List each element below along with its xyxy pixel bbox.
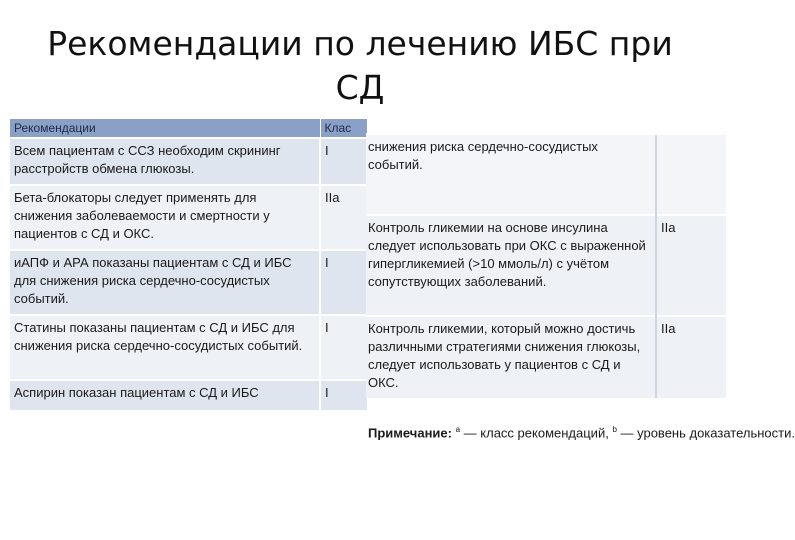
footnote-label: Примечание: xyxy=(368,425,452,441)
footnote-mark-a: а xyxy=(455,425,461,434)
header-class: Клас xyxy=(320,119,367,138)
table-row xyxy=(10,315,367,380)
page-title-line-1: Рекомендации по лечению ИБС при xyxy=(47,24,673,63)
footnote-text-b: — уровень доказательности. xyxy=(616,425,795,441)
recommendation-class: I xyxy=(320,380,367,410)
page-title-line-2: СД xyxy=(335,68,385,107)
page-title xyxy=(0,22,720,110)
recommendation-class: I xyxy=(320,250,367,315)
recommendation-class: IIa xyxy=(656,215,726,316)
table-row xyxy=(366,215,726,316)
recommendation-text: Контроль гликемии, который можно достичь различными стратегиями снижения глюкозы, следует использовать у пациентов с СД и ОКС. xyxy=(366,316,656,398)
table-row xyxy=(10,185,367,250)
recommendation-text: иАПФ и АРА показаны пациентам с СД и ИБС для снижения риска сердечно-сосудистых событий. xyxy=(10,250,320,315)
table-footnote xyxy=(368,425,795,441)
recommendation-text: снижения риска сердечно-сосудистых событий. xyxy=(366,134,656,215)
header-recommendation: Рекомендации xyxy=(10,119,320,138)
recommendation-text: Всем пациентам с ССЗ необходим скрининг расстройств обмена глюкозы. xyxy=(10,138,320,185)
footnote-text-a: — класс рекомендаций, xyxy=(460,425,613,441)
recommendation-text: Контроль гликемии на основе инсулина следует использовать при ОКС с выраженной гипергликемией (>10 ммоль/л) с учётом сопутствующих заболеваний. xyxy=(366,215,656,316)
recommendation-class: I xyxy=(320,138,367,185)
recommendations-table-left xyxy=(10,119,368,410)
recommendation-text: Бета-блокаторы следует применять для снижения заболеваемости и смертности у пациентов с СД и ОКС. xyxy=(10,185,320,250)
table-row xyxy=(10,138,367,185)
recommendation-class: IIa xyxy=(656,316,726,398)
table-row xyxy=(10,250,367,315)
recommendations-table-right xyxy=(366,133,726,398)
recommendation-class xyxy=(656,134,726,215)
table-header-row xyxy=(10,119,367,138)
recommendation-text: Статины показаны пациентам с СД и ИБС для снижения риска сердечно-сосудистых событий. xyxy=(10,315,320,380)
table-row xyxy=(366,134,726,215)
recommendation-class: IIa xyxy=(320,185,367,250)
recommendation-text: Аспирин показан пациентам с СД и ИБС xyxy=(10,380,320,410)
table-row xyxy=(10,380,367,410)
recommendation-class: I xyxy=(320,315,367,380)
footnote-mark-b: b xyxy=(612,425,617,434)
table-row xyxy=(366,316,726,398)
